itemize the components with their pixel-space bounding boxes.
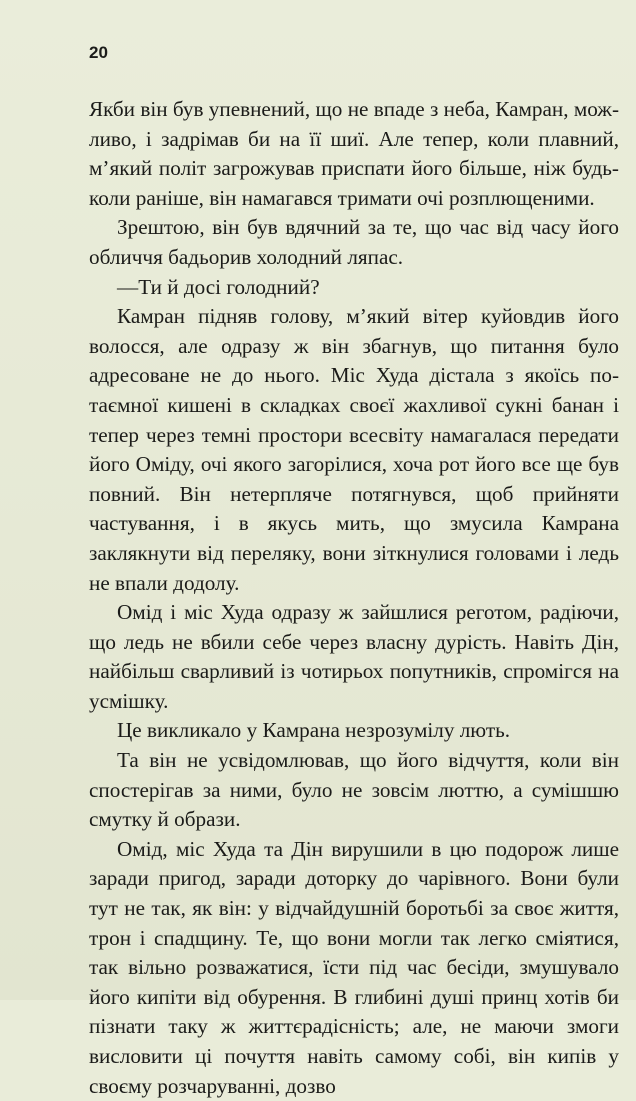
- paragraph: Омід, міс Худа та Дін вирушили в цю подорож лише заради пригод, заради доторку до чарівного. Вони були тут не так, як він: у відчайдушній боротьбі за своє життя, трон і спадщину. Те, що вони могли так легко сміятися, так вільно розважатися, їсти під час бесіди, змушувало його кипіти від обурення. В глибині душі принц хотів би пізнати таку ж життєрадісність; але, не маючи змоги висловити ці почуття навіть самому собі, він кипів у своєму розчаруванні, дозво: [89, 836, 619, 1098]
- paragraph: Це викликало у Камрана незрозумілу лють.: [117, 718, 511, 743]
- paragraph: Камран підняв голову, м’який вітер куйовдив його волосся, але одразу ж він збагнув, що питання було адресоване не до нього. Міс Худа дістала з якоїсь потаємної кишені в складках своєї жахливої сукні банан і тепер через темні простори всесвіту намагалася передати його Оміду, очі якого загорілися, хоча рот його все ще був повний. Він нетерпляче потягнувся, щоб прийняти частування, і в якусь мить, що змусила Камрана заклякнути від переляку, вони зіткнулися головами і ледь не впали додолу.: [89, 304, 619, 595]
- dialogue-line: —Ти й досі голодний?: [117, 274, 320, 299]
- page-number: 20: [89, 43, 108, 62]
- body-text: [89, 95, 619, 1101]
- paragraph: Та він не усвідомлював, що його відчуття, коли він спостерігав за ними, було не зовсім люттю, а сумішшю смутку й образи.: [89, 748, 619, 832]
- paragraph: Якби він був упевнений, що не впаде з неба, Камран, можливо, і задрімав би на її шиї. Але тепер, коли плавний, м’який політ загрожував приспати його більше, ніж будь-коли раніше, він намагався тримати очі розплющеними.: [89, 97, 619, 210]
- paragraph: Зрештою, він був вдячний за те, що час від часу його обличчя бадьорив холодний ляпас.: [89, 215, 619, 269]
- paragraph: Омід і міс Худа одразу ж зайшлися реготом, радіючи, що ледь не вбили себе через власну дурість. Навіть Дін, найбільш сварливий із чотирьох попутників, спромігся на усмішку.: [89, 600, 619, 713]
